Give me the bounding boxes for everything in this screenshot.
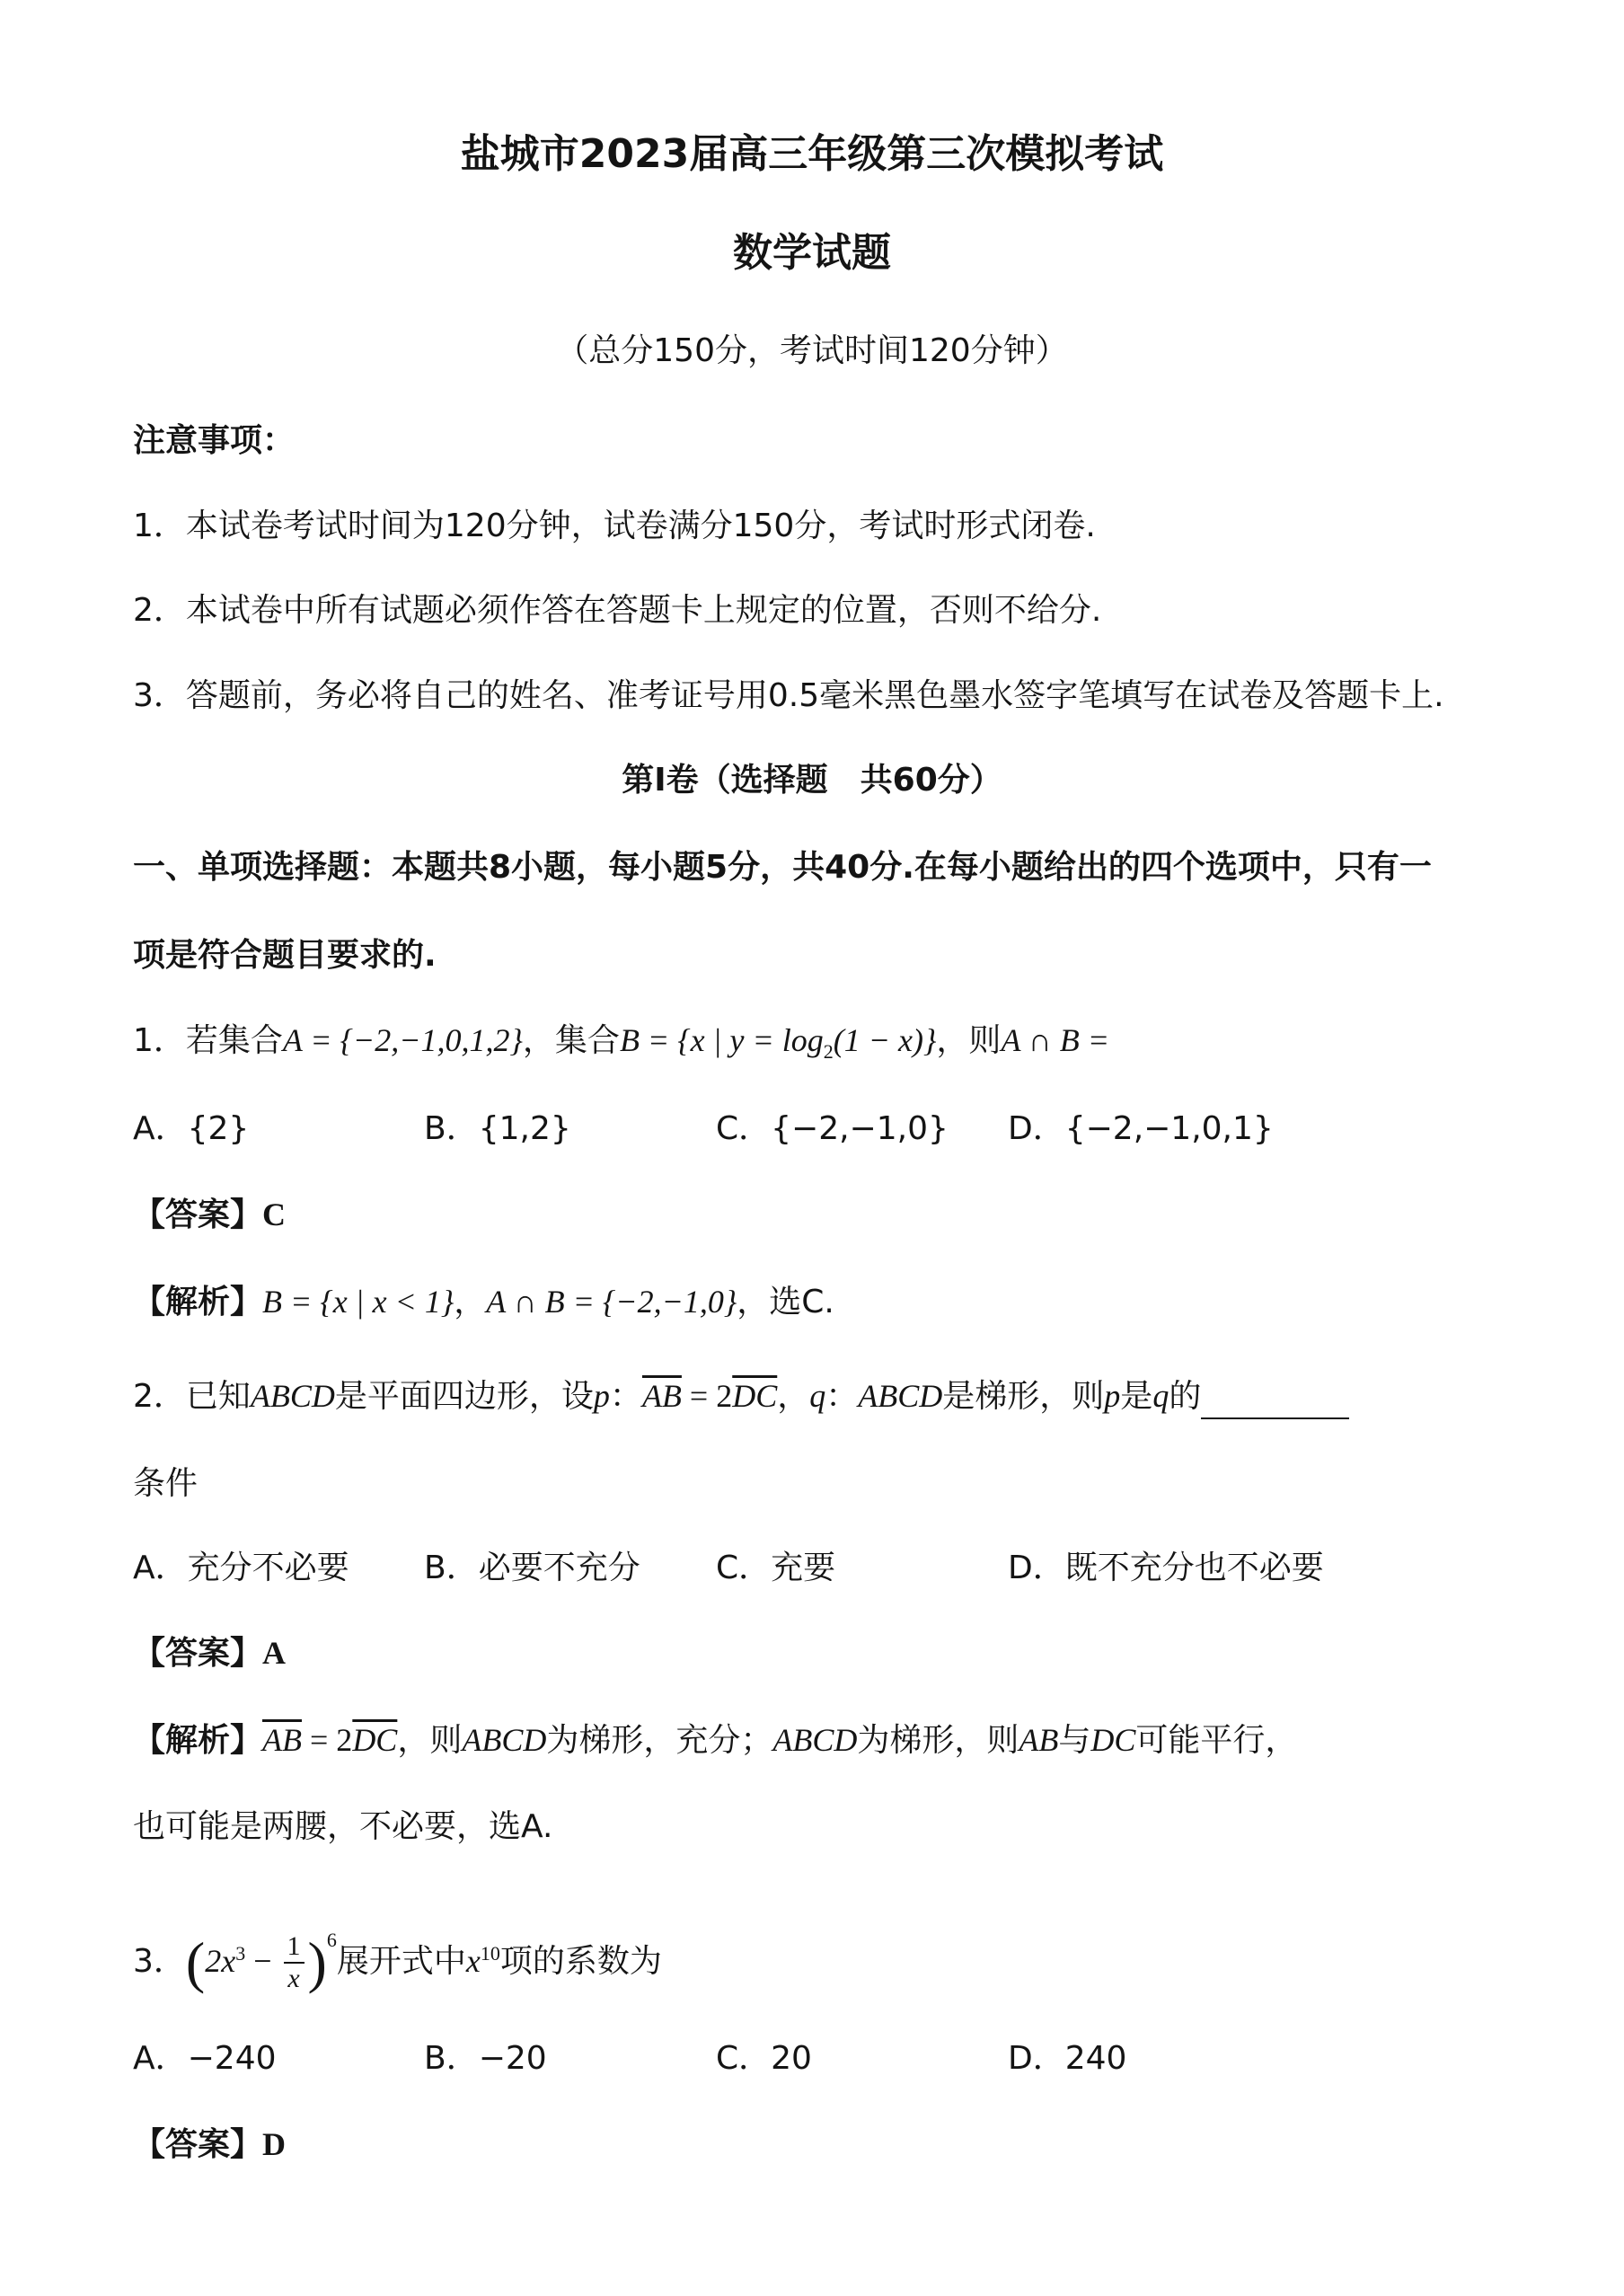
option-b: B．必要不充分: [424, 1550, 640, 1586]
notice-item: 3．答题前，务必将自己的姓名、准考证号用0.5毫米黑色墨水签字笔填写在试卷及答题卡上.: [133, 677, 1444, 714]
exam-info: （总分150分，考试时间120分钟）: [556, 332, 1068, 369]
option-a: A．−240: [133, 2040, 277, 2077]
answer-2: 【答案】A: [133, 1635, 287, 1672]
question-3-stem: 3．($2x^3$ − $\frac{1}{x}$ )$^6$展开式中$x^{10}$项的系数为: [133, 1929, 662, 1994]
option-d: D．{−2,−1,0,1}: [1008, 1110, 1274, 1147]
exam-title: 盐城市2023届高三年级第三次模拟考试: [460, 131, 1164, 177]
option-b: B．{1,2}: [424, 1110, 571, 1147]
section-instruction-cont: 项是符合题目要求的.: [133, 937, 437, 974]
question-2-stem: 2．已知ABCD是平面四边形，设p：$\overline{AB} = 2\overline{DC}$，q：ABCD是梯形，则p是q的: [133, 1373, 1349, 1419]
option-d: D．240: [1008, 2040, 1127, 2077]
exam-subtitle: 数学试题: [733, 230, 891, 276]
set-a: A = {−2,−1,0,1,2}: [282, 1022, 523, 1058]
set-b: B = {x | y = log: [619, 1022, 824, 1058]
analysis-1: 【解析】B = {x | x < 1}，A ∩ B = {−2,−1,0}，选C.: [133, 1284, 834, 1320]
fraction: $\frac{1}{x}$: [284, 1931, 304, 1994]
option-b: B．−20: [424, 2040, 547, 2077]
option-c: C．{−2,−1,0}: [716, 1110, 949, 1147]
option-a: A．充分不必要: [133, 1550, 349, 1586]
option-a: A．{2}: [133, 1110, 250, 1147]
question-2-stem-cont: 条件: [133, 1465, 199, 1502]
part1-heading: 第Ⅰ卷（选择题 共60分）: [622, 762, 1002, 799]
analysis-2: 【解析】$\overline{AB} = 2\overline{DC}$，则ABCD为梯形，充分；ABCD为梯形，则AB与DC可能平行，: [133, 1722, 1298, 1759]
option-c: C．充要: [716, 1550, 836, 1586]
answer-3: 【答案】D: [133, 2126, 287, 2163]
option-d: D．既不充分也不必要: [1008, 1550, 1324, 1586]
analysis-2-cont: 也可能是两腰，不必要，选A.: [133, 1808, 553, 1845]
section-instruction: 一、单项选择题：本题共8小题，每小题5分，共40分.在每小题给出的四个选项中，只有一: [133, 849, 1432, 886]
answer-blank: [1201, 1385, 1349, 1419]
answer-1: 【答案】C: [133, 1197, 287, 1233]
notice-item: 1．本试卷考试时间为120分钟，试卷满分150分，考试时形式闭卷.: [133, 508, 1096, 544]
option-c: C．20: [716, 2040, 812, 2077]
question-1-stem: 1．若集合A = {−2,−1,0,1,2}，集合B = {x | $y = \log_2(1 - x)$}，则A ∩ B =: [133, 1022, 1110, 1064]
notice-item: 2．本试卷中所有试题必须作答在答题卡上规定的位置，否则不给分.: [133, 592, 1102, 629]
notice-heading: 注意事项：: [133, 422, 296, 459]
